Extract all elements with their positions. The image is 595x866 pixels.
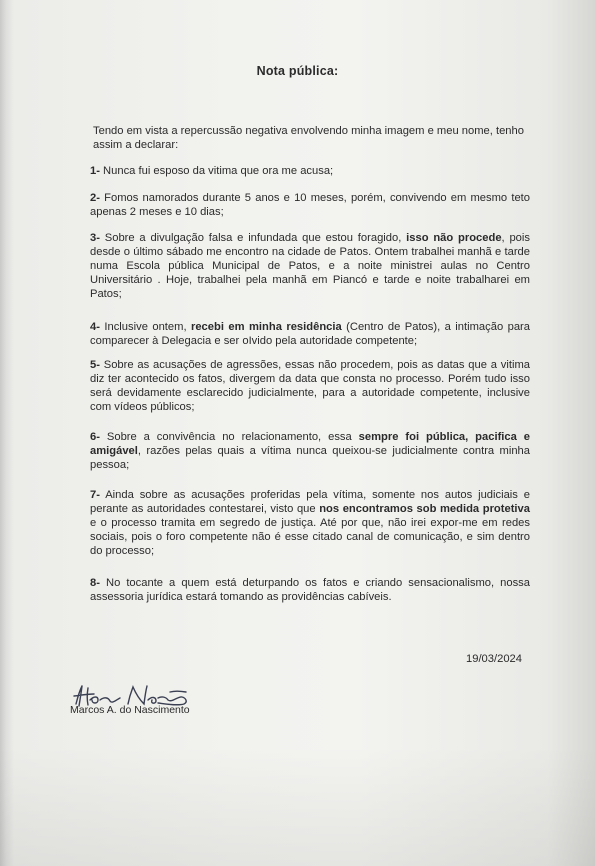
page-shadow [0, 746, 595, 866]
paragraph-number: 3- [90, 232, 100, 244]
paragraph-7 [90, 488, 530, 558]
paragraph-number: 1- [90, 165, 100, 177]
signer-name: Marcos A. do Nascimento [70, 704, 190, 716]
paragraph-text: , pois desde o último sábado me encontro na cidade de Patos. Ontem trabalhei manhã e tarde numa Escola pública Municipal de Patos, e a noite ministrei aulas no Centro Universitário . Hoje, trabalhei pela manhã em Piancó e tarde e noite trabalharei em Patos; [90, 232, 530, 300]
paragraph-bold-text: recebi em minha residência [190, 321, 342, 333]
paragraph-number: 7- [90, 489, 100, 501]
paragraph-6 [90, 430, 530, 472]
paragraph-text: Ainda sobre as acusações proferidas pela vítima, somente nos autos judiciais e perante as autoridades contestarei, visto que [90, 489, 530, 515]
paragraph-4 [90, 320, 530, 348]
paragraph-bold-text: isso não procede [406, 232, 502, 244]
paragraph-text: No tocante a quem está deturpando os fatos e criando sensacionalismo, nossa assessoria jurídica estará tomando as providências cabíveis. [90, 577, 530, 603]
paragraph-number: 4- [90, 321, 100, 333]
paragraph-number: 5- [90, 359, 100, 371]
paragraph-text: , razões pelas quais a vítima nunca queixou-se judicialmente contra minha pessoa; [90, 445, 530, 471]
paragraph-text: e o processo tramita em segredo de justiça. Até por que, não irei expor-me em redes sociais, pois o foro competente não é esse citado canal de comunicação, e sim dentro do processo; [90, 517, 530, 557]
paragraph-1 [90, 164, 530, 178]
paragraph-number: 2- [90, 192, 100, 204]
paragraph-8 [90, 576, 530, 604]
document-title: Nota pública: [256, 64, 339, 78]
paragraph-text: Sobre a convivência no relacionamento, essa [99, 431, 359, 443]
paragraph-text: Sobre a divulgação falsa e infundada que estou foragido, [99, 232, 407, 244]
paragraph-text: Nunca fui esposo da vitima que ora me acusa; [99, 165, 334, 177]
paragraph-2 [90, 191, 530, 219]
paragraph-bold-text: nos encontramos sob medida protetiva [319, 503, 530, 515]
paragraph-5 [90, 358, 530, 414]
paragraph-3 [90, 231, 530, 301]
paragraph-bold-text: sempre foi pública, pacifica e amigável [90, 431, 530, 457]
paragraph-text: Inclusive ontem, [99, 321, 191, 333]
document-date: 19/03/2024 [466, 653, 522, 665]
paragraph-text: Fomos namorados durante 5 anos e 10 meses, porém, convivendo em mesmo teto apenas 2 meses e 10 dias; [90, 192, 530, 218]
paragraph-number: 8- [90, 577, 100, 589]
paragraph-text: Sobre as acusações de agressões, essas não procedem, pois as datas que a vitima diz ter acontecido os fatos, divergem da data que consta no processo. Porém tudo isso será devidamente esclarecido judicialmente, para a autoridade competente, inclusive com vídeos públicos; [90, 359, 530, 413]
paragraph-number: 6- [90, 431, 100, 443]
intro-paragraph: Tendo em vista a repercussão negativa envolvendo minha imagem e meu nome, tenho assim a declarar: [93, 125, 524, 151]
paragraph-text: (Centro de Patos), a intimação para comparecer à Delegacia e ser oIvido pela autoridade competente; [90, 321, 530, 347]
